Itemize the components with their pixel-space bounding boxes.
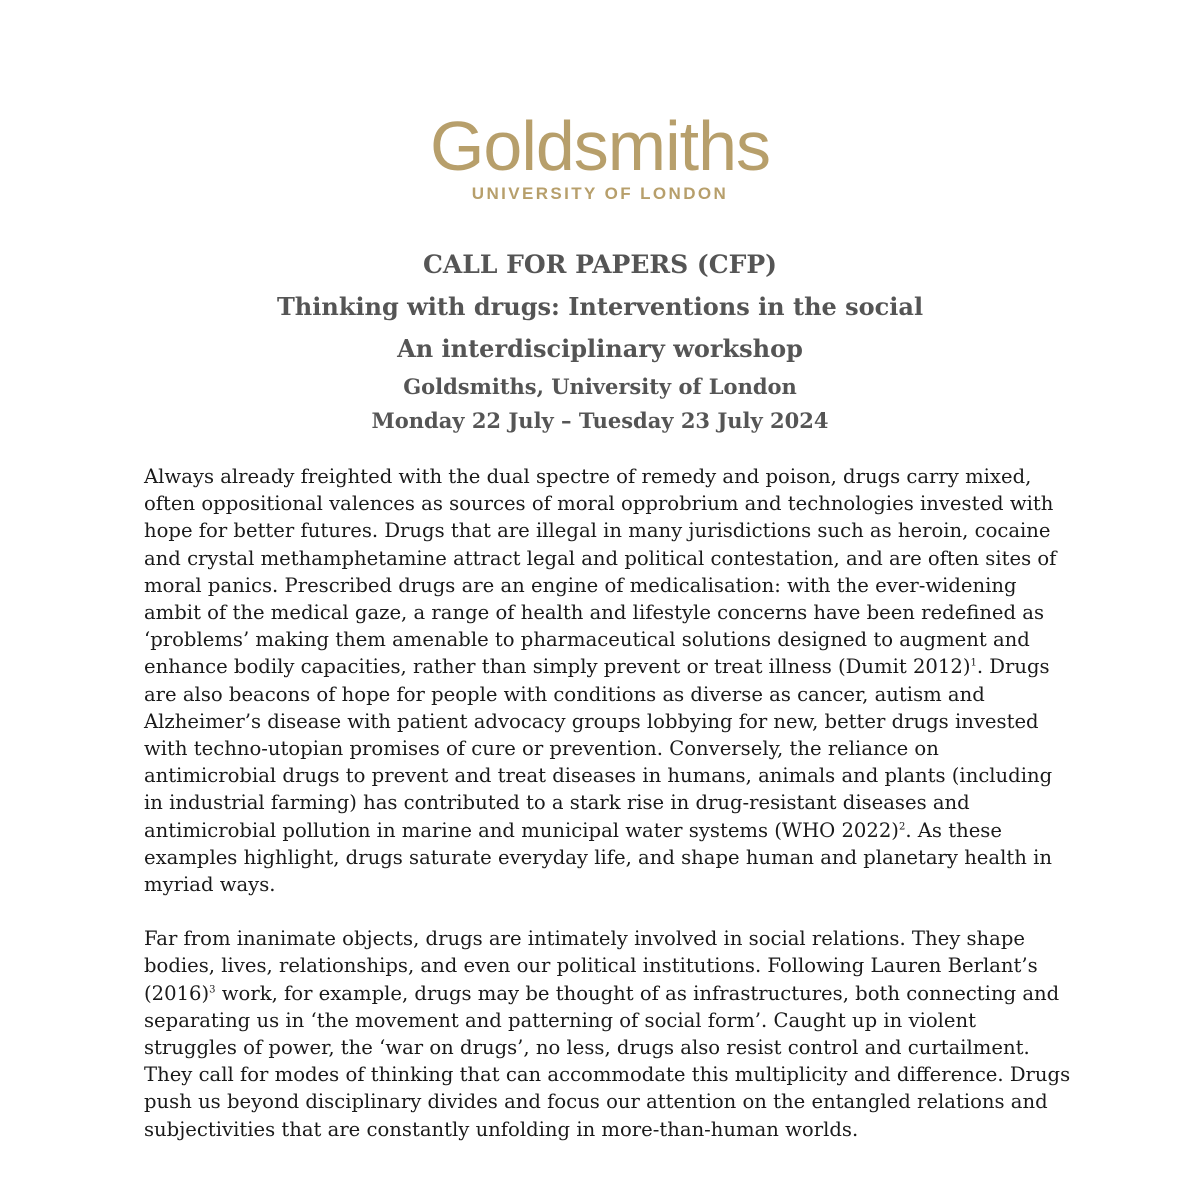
body-text	[144, 463, 1074, 1170]
paragraph-2	[144, 925, 1074, 1143]
footnote-ref-3: 3	[209, 984, 216, 996]
paragraph-2-part-2: work, for example, drugs may be thought of as infrastructures, both connecting and separating us in ‘the movement and patterning of social form’. Caught up in violent struggles of power, the ‘war on drugs’, no less, drugs also resist control and curtailment. They call for modes of thinking that can accommodate this multiplicity and difference. Drugs push us beyond disciplinary divides and focus our attention on the entangled relations and subjectivities that are constantly unfolding in more-than-human worlds.	[144, 981, 1071, 1141]
footnote-ref-1: 1	[970, 657, 977, 669]
logo-subtitle: UNIVERSITY OF LONDON	[471, 184, 729, 203]
cfp-heading	[0, 244, 1200, 438]
footnote-ref-2: 2	[898, 821, 906, 833]
paragraph-1-part-2: . Drugs are also beacons of hope for people with conditions as diverse as cancer, autism and Alzheimer’s disease with patient advocacy groups lobbying for new, better drugs invested with techno-utopian promises of cure or prevention. Conversely, the reliance on antimicrobial drugs to prevent and treat diseases in humans, animals and plants (including in industrial farming) has contributed to a stark rise in drug-resistant diseases and antimicrobial pollution in marine and municipal water systems (WHO 2022)	[144, 655, 1053, 842]
logo-wordmark: Goldsmiths	[429, 107, 771, 185]
paragraph-2-part-1: Far from inanimate objects, drugs are intimately involved in social relations. They shape bodies, lives, relationships, and even our political institutions. Following Lauren Berlant’s (2016)	[144, 927, 1038, 1005]
workshop-title: Thinking with drugs: Interventions in the social	[276, 292, 924, 321]
workshop-venue: Goldsmiths, University of London	[403, 374, 797, 399]
cfp-label: CALL FOR PAPERS (CFP)	[422, 250, 778, 279]
paragraph-1-part-3: . As these examples highlight, drugs saturate everyday life, and shape human and planetary health in myriad ways.	[144, 818, 1052, 897]
workshop-subtitle: An interdisciplinary workshop	[397, 334, 803, 363]
paragraph-1	[144, 463, 1074, 898]
workshop-dates: Monday 22 July – Tuesday 23 July 2024	[371, 408, 829, 433]
goldsmiths-logo	[0, 108, 1200, 204]
paragraph-1-part-1: Always already freighted with the dual spectre of remedy and poison, drugs carry mixed, often oppositional valences as sources of moral opprobrium and technologies invested with hope for better futures. Drugs that are illegal in many jurisdictions such as heroin, cocaine and crystal methamphetamine attract legal and political contestation, and are often sites of moral panics. Prescribed drugs are an engine of medicalisation: with the ever-widening ambit of the medical gaze, a range of health and lifestyle concerns have been redefined as ‘problems’ making them amenable to pharmaceutical solutions designed to augment and enhance bodily capacities, rather than simply prevent or treat illness (Dumit 2012)	[144, 465, 1057, 679]
